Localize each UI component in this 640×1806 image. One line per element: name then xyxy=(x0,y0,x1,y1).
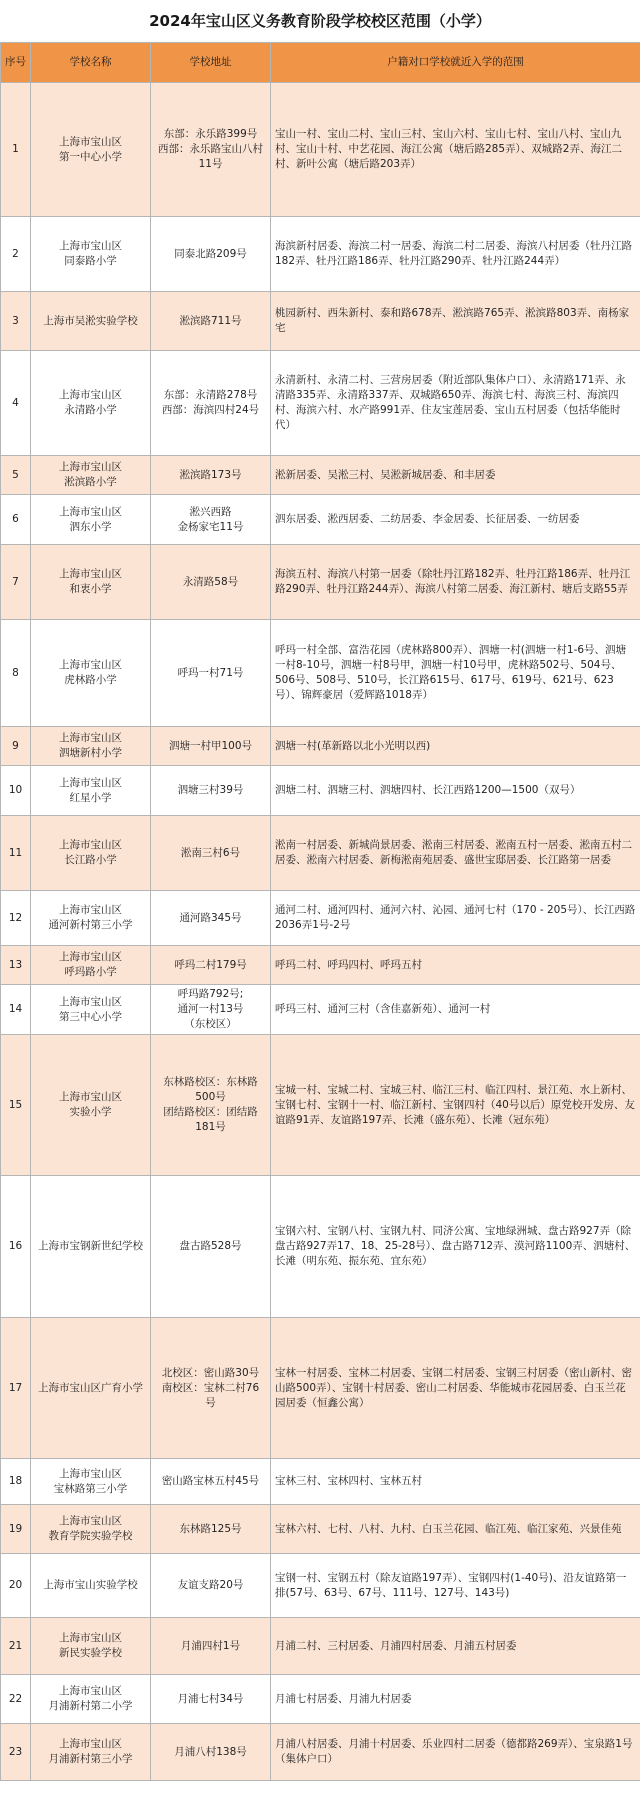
row-enrollment-scope: 通河二村、通河四村、通河六村、沁园、通河七村（170 - 205号）、长江西路2036弄1号-2号 xyxy=(271,891,640,946)
row-enrollment-scope: 宝林三村、宝林四村、宝林五村 xyxy=(271,1459,640,1505)
row-school-address: 淞滨路711号 xyxy=(151,292,271,351)
row-enrollment-scope: 海滨五村、海滨八村第一居委（除牡丹江路182弄、牡丹江路186弄、牡丹江路290弄、牡丹江路244弄）、海滨八村第二居委、海江新村、塘后支路55弄 xyxy=(271,545,640,620)
row-school-name: 上海市宝山区 长江路小学 xyxy=(31,816,151,891)
table-row xyxy=(1,1675,640,1724)
row-enrollment-scope: 月浦七村居委、月浦九村居委 xyxy=(271,1675,640,1724)
row-school-name: 上海市吴淞实验学校 xyxy=(31,292,151,351)
row-school-address: 淞兴西路 金杨家宅11号 xyxy=(151,495,271,545)
row-serial-number: 19 xyxy=(1,1505,31,1554)
row-enrollment-scope: 月浦二村、三村居委、月浦四村居委、月浦五村居委 xyxy=(271,1618,640,1675)
table-row xyxy=(1,1318,640,1459)
row-school-name: 上海市宝山区 第三中心小学 xyxy=(31,985,151,1035)
row-enrollment-scope: 呼玛二村、呼玛四村、呼玛五村 xyxy=(271,946,640,985)
row-enrollment-scope: 淞南一村居委、新城尚景居委、淞南三村居委、淞南五村一居委、淞南五村二居委、淞南六村居委、新梅淞南苑居委、盛世宝邸居委、长江路第一居委 xyxy=(271,816,640,891)
row-serial-number: 21 xyxy=(1,1618,31,1675)
table-row xyxy=(1,456,640,495)
row-enrollment-scope: 永清新村、永清二村、三营房居委（附近部队集体户口）、永清路171弄、永清路335弄、永清路337弄、双城路650弄、海滨七村、海滨三村、海滨四村、海滨六村、水产路991弄、住友宝莲居委、宝山五村居委（包括华能时代） xyxy=(271,351,640,456)
row-school-address: 东林路125号 xyxy=(151,1505,271,1554)
table-header-row xyxy=(1,43,640,83)
page-title: 2024年宝山区义务教育阶段学校校区范围（小学） xyxy=(149,12,491,30)
row-school-name: 上海市宝山区 宝林路第三小学 xyxy=(31,1459,151,1505)
row-school-name: 上海市宝钢新世纪学校 xyxy=(31,1176,151,1318)
row-enrollment-scope: 宝林一村居委、宝林二村居委、宝钢二村居委、宝钢三村居委（密山新村、密山路500弄）、宝钢十村居委、密山二村居委、华能城市花园居委、白玉兰花园居委（恒鑫公寓） xyxy=(271,1318,640,1459)
row-school-name: 上海市宝山区 教育学院实验学校 xyxy=(31,1505,151,1554)
row-school-address: 密山路宝林五村45号 xyxy=(151,1459,271,1505)
row-school-address: 呼玛一村71号 xyxy=(151,620,271,727)
row-enrollment-scope: 海滨新村居委、海滨二村一居委、海滨二村二居委、海滨八村居委（牡丹江路182弄、牡丹江路186弄、牡丹江路290弄、牡丹江路244弄） xyxy=(271,217,640,292)
table-row xyxy=(1,1176,640,1318)
row-school-address: 淞滨路173号 xyxy=(151,456,271,495)
table-row xyxy=(1,1554,640,1618)
row-school-name: 上海市宝山区 第一中心小学 xyxy=(31,83,151,217)
table-row xyxy=(1,620,640,727)
row-serial-number: 4 xyxy=(1,351,31,456)
row-serial-number: 16 xyxy=(1,1176,31,1318)
row-enrollment-scope: 宝城一村、宝城二村、宝城三村、临江三村、临江四村、景江苑、水上新村、宝钢七村、宝钢十一村、临江新村、宝钢四村（40号以后）原党校开发房、友谊路91弄、友谊路197弄、长滩（盛东苑）、长滩（冠东苑） xyxy=(271,1035,640,1176)
table-row xyxy=(1,217,640,292)
row-enrollment-scope: 淞新居委、吴淞三村、吴淞新城居委、和丰居委 xyxy=(271,456,640,495)
table-row xyxy=(1,351,640,456)
table-row xyxy=(1,495,640,545)
row-serial-number: 6 xyxy=(1,495,31,545)
row-school-address: 泗塘三村39号 xyxy=(151,766,271,816)
row-serial-number: 14 xyxy=(1,985,31,1035)
row-enrollment-scope: 桃园新村、西朱新村、泰和路678弄、淞滨路765弄、淞滨路803弄、南杨家宅 xyxy=(271,292,640,351)
table-row xyxy=(1,816,640,891)
row-serial-number: 18 xyxy=(1,1459,31,1505)
row-school-name: 上海市宝山区 红星小学 xyxy=(31,766,151,816)
table-row xyxy=(1,1459,640,1505)
row-school-name: 上海市宝山区 和衷小学 xyxy=(31,545,151,620)
row-enrollment-scope: 宝钢六村、宝钢八村、宝钢九村、同济公寓、宝地绿洲城、盘古路927弄（除盘古路927弄17、18、25-28号）、盘古路712弄、漠河路1100弄、泗塘村、长滩（明东苑、振东苑、宜东苑） xyxy=(271,1176,640,1318)
row-serial-number: 3 xyxy=(1,292,31,351)
row-school-address: 北校区：密山路30号 南校区：宝林二村76 号 xyxy=(151,1318,271,1459)
table-row xyxy=(1,83,640,217)
header-serial-number: 序号 xyxy=(1,43,31,83)
table-row xyxy=(1,1618,640,1675)
table-row xyxy=(1,1724,640,1781)
row-school-address: 同泰北路209号 xyxy=(151,217,271,292)
row-school-name: 上海市宝山区 新民实验学校 xyxy=(31,1618,151,1675)
row-serial-number: 5 xyxy=(1,456,31,495)
row-school-address: 友谊支路20号 xyxy=(151,1554,271,1618)
row-enrollment-scope: 宝钢一村、宝钢五村（除友谊路197弄）、宝钢四村(1-40号)、沿友谊路第一排(57号、63号、67号、111号、127号、143号) xyxy=(271,1554,640,1618)
row-enrollment-scope: 泗塘二村、泗塘三村、泗塘四村、长江西路1200—1500（双号） xyxy=(271,766,640,816)
row-school-name: 上海市宝山实验学校 xyxy=(31,1554,151,1618)
row-school-address: 月浦八村138号 xyxy=(151,1724,271,1781)
row-serial-number: 2 xyxy=(1,217,31,292)
row-serial-number: 7 xyxy=(1,545,31,620)
row-serial-number: 17 xyxy=(1,1318,31,1459)
row-serial-number: 15 xyxy=(1,1035,31,1176)
row-serial-number: 1 xyxy=(1,83,31,217)
row-enrollment-scope: 泗塘一村(革新路以北小光明以西) xyxy=(271,727,640,766)
table-row xyxy=(1,292,640,351)
row-school-name: 上海市宝山区 虎林路小学 xyxy=(31,620,151,727)
row-school-name: 上海市宝山区 呼玛路小学 xyxy=(31,946,151,985)
header-school-name: 学校名称 xyxy=(31,43,151,83)
row-serial-number: 22 xyxy=(1,1675,31,1724)
row-enrollment-scope: 泗东居委、淞西居委、二纺居委、李金居委、长征居委、一纺居委 xyxy=(271,495,640,545)
row-serial-number: 23 xyxy=(1,1724,31,1781)
row-school-name: 上海市宝山区 通河新村第三小学 xyxy=(31,891,151,946)
row-serial-number: 11 xyxy=(1,816,31,891)
row-school-name: 上海市宝山区广育小学 xyxy=(31,1318,151,1459)
table-row xyxy=(1,891,640,946)
table-row xyxy=(1,545,640,620)
row-school-name: 上海市宝山区 淞滨路小学 xyxy=(31,456,151,495)
table-row xyxy=(1,1035,640,1176)
row-school-address: 呼玛二村179号 xyxy=(151,946,271,985)
row-serial-number: 12 xyxy=(1,891,31,946)
table-row xyxy=(1,766,640,816)
row-school-address: 呼玛路792号; 通河一村13号 （东校区） xyxy=(151,985,271,1035)
row-school-name: 上海市宝山区 同泰路小学 xyxy=(31,217,151,292)
row-school-address: 东林路校区：东林路 500号 团结路校区：团结路 181号 xyxy=(151,1035,271,1176)
row-school-address: 月浦七村34号 xyxy=(151,1675,271,1724)
row-enrollment-scope: 宝山一村、宝山二村、宝山三村、宝山六村、宝山七村、宝山八村、宝山九村、宝山十村、中艺花园、海江公寓（塘后路285弄）、双城路2弄、海江二村、新叶公寓（塘后路203弄） xyxy=(271,83,640,217)
school-district-table xyxy=(0,42,640,1781)
row-serial-number: 13 xyxy=(1,946,31,985)
table-row xyxy=(1,946,640,985)
header-school-address: 学校地址 xyxy=(151,43,271,83)
row-school-address: 淞南三村6号 xyxy=(151,816,271,891)
row-school-address: 泗塘一村甲100号 xyxy=(151,727,271,766)
row-school-address: 永清路58号 xyxy=(151,545,271,620)
row-enrollment-scope: 宝林六村、七村、八村、九村、白玉兰花园、临江苑、临江家苑、兴景佳苑 xyxy=(271,1505,640,1554)
row-school-address: 月浦四村1号 xyxy=(151,1618,271,1675)
row-school-address: 盘古路528号 xyxy=(151,1176,271,1318)
row-school-name: 上海市宝山区 永清路小学 xyxy=(31,351,151,456)
table-row xyxy=(1,1505,640,1554)
row-serial-number: 8 xyxy=(1,620,31,727)
row-serial-number: 9 xyxy=(1,727,31,766)
row-school-name: 上海市宝山区 月浦新村第三小学 xyxy=(31,1724,151,1781)
row-enrollment-scope: 月浦八村居委、月浦十村居委、乐业四村二居委（德都路269弄）、宝泉路1号（集体户口） xyxy=(271,1724,640,1781)
row-serial-number: 20 xyxy=(1,1554,31,1618)
row-school-name: 上海市宝山区 月浦新村第二小学 xyxy=(31,1675,151,1724)
row-school-address: 东部：永清路278号 西部：海滨四村24号 xyxy=(151,351,271,456)
row-school-name: 上海市宝山区 实验小学 xyxy=(31,1035,151,1176)
row-enrollment-scope: 呼玛一村全部、富浩花园（虎林路800弄）、泗塘一村(泗塘一村1-6号、泗塘一村8-10号，泗塘一村8号甲，泗塘一村10号甲，虎林路502号、504号、506号、508号、510号，长江路615号、617号、619号、621号、623号）、锦辉豪居（爱辉路1018弄） xyxy=(271,620,640,727)
row-school-address: 通河路345号 xyxy=(151,891,271,946)
table-row xyxy=(1,727,640,766)
header-enrollment-scope: 户籍对口学校就近入学的范围 xyxy=(271,43,640,83)
row-serial-number: 10 xyxy=(1,766,31,816)
row-school-name: 上海市宝山区 泗塘新村小学 xyxy=(31,727,151,766)
row-school-address: 东部：永乐路399号 西部：永乐路宝山八村 11号 xyxy=(151,83,271,217)
table-row xyxy=(1,985,640,1035)
row-enrollment-scope: 呼玛三村、通河三村（含佳嘉新苑）、通河一村 xyxy=(271,985,640,1035)
row-school-name: 上海市宝山区 泗东小学 xyxy=(31,495,151,545)
